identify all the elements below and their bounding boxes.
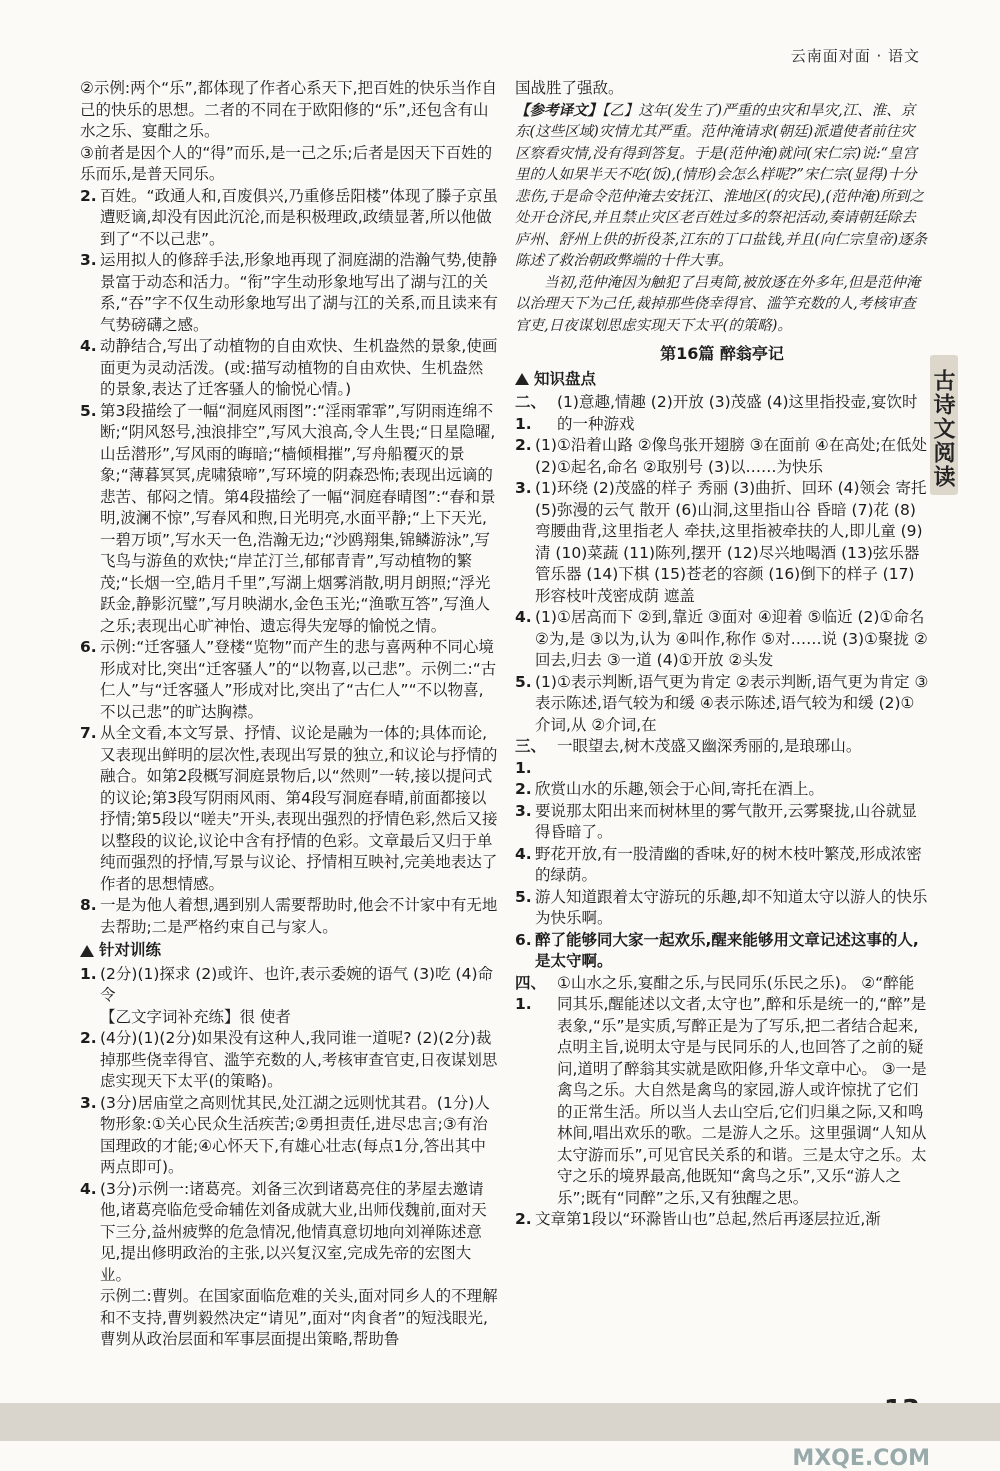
item-text: 第3段描绘了一幅“洞庭风雨图”:“淫雨霏霏”,写阴雨连绵不断;“阴风怒号,浊浪排空”,写风大浪高,令人生畏;“日星隐曜,山岳潜形”,写风雨的晦暗;“樯倾楫摧”,写舟船覆灭的景象;“薄暮冥冥,虎啸猿啼”,写环境的阴森恐怖;表现出远谪的悲苦、郁闷之情。第4段描绘了一幅“洞庭春晴图”:“春和景明,波澜不惊”,写春风和煦,日光明亮,水面平静;“上下天光,一碧万顷”,写水天一色,浩瀚无边;“沙鸥翔集,锦鳞游泳”,写飞鸟与游鱼的欢快;“岸芷汀兰,郁郁青青”,写动植物的繁茂;“长烟一空,皓月千里”,写湖上烟雾消散,明月朗照;“浮光跃金,静影沉璧”,写月映湖水,金色玉光;“渔歌互答”,写渔人之乐;表现出心旷神怡、遗忘得失宠辱的愉悦之情。	[100, 401, 496, 635]
item-text: 示例二:曹刿。在国家面临危难的关头,面对同乡人的不理解和不支持,曹刿毅然决定“请见”,面对“肉食者”的短浅眼光,曹刿从政治层面和军事层面提出策略,帮助鲁	[100, 1287, 498, 1348]
side-tab	[930, 355, 958, 495]
item-number	[80, 1007, 100, 1029]
item-text: ①山水之乐,宴酣之乐,与民同乐(乐民之乐)。 ②“醉能同其乐,醒能述以文者,太守也”,醉和乐是统一的,“醉”是表象,“乐”是实质,写醉正是为了写乐,把二者结合起来,点明主旨,说明太守是与民同乐的人,也回答了之前的疑问,道明了醉翁其实就是欧阳修,升华文章中心。 ③一是禽鸟之乐。大自然是禽鸟的家园,游人或许惊扰了它们的正常生活。所以当人去山空后,它们归巢之际,又和鸣林间,唱出欢乐的歌。二是游人之乐。这里强调“人知从太守游而乐”,可见官民关系的和谐。三是太守之乐。太守之乐的境界最高,他既知“禽鸟之乐”,又乐“游人之乐”;既有“同醉”之乐,又有独醒之思。	[557, 973, 927, 1207]
item-number: 2.	[515, 780, 532, 798]
item-text: 百姓。“政通人和,百废俱兴,乃重修岳阳楼”体现了滕子京虽遭贬谪,却没有因此沉沦,而是积极理政,政绩显著,所以他做到了“不以己悲”。	[100, 186, 498, 248]
knowledge-heading	[515, 369, 929, 391]
item-text: 欣赏山水的乐趣,领会于心间,寄托在酒上。	[535, 780, 824, 798]
watermark: MXQE.COM	[792, 1446, 930, 1471]
item-number: 4.	[515, 844, 532, 863]
item-text: (3分)示例一:诸葛亮。刘备三次到诸葛亮住的茅屋去邀请他,诸葛亮临危受命辅佐刘备成就大业,出师伐魏前,面对天下三分,益州疲弊的危急情况,他情真意切地向刘禅陈述意见,提出修明政治的主张,以兴复汉室,完成先帝的宏图大业。	[100, 1179, 487, 1284]
item-number: 4.	[80, 1179, 97, 1198]
item-number: 二、1.	[515, 393, 547, 433]
item-number: 3.	[515, 479, 532, 497]
list-item	[515, 392, 929, 435]
item-number: 4.	[80, 337, 97, 355]
item-number: 四、1.	[515, 973, 547, 1013]
list-item	[515, 887, 929, 930]
item-number: 2.	[515, 436, 532, 454]
knowledge-heading-label: 知识盘点	[534, 369, 597, 388]
item-text: 示例:“迁客骚人”登楼“览物”而产生的悲与喜两种不同心境形成对比,突出“迁客骚人”的“以物喜,以己悲”。示例二:“古仁人”与“迁客骚人”形成对比,突出了“古仁人”“不以物喜,不以己悲”的旷达胸襟。	[100, 638, 497, 721]
item-text: (4分)(1)(2分)如果没有这种人,我同谁一道呢? (2)(2分)裁掉那些侥幸得官、滥竽充数的人,考核审查官吏,日夜谋划思虑实现天下太平(的策略)。	[100, 1029, 498, 1090]
item-text: 要说那太阳出来而树林里的雾气散开,云雾聚拢,山谷就显得昏暗了。	[535, 801, 917, 841]
list-item	[515, 736, 929, 779]
list-item	[80, 964, 498, 1007]
item-text: 动静结合,写出了动植物的自由欢快、生机盎然的景象,使画面更为灵动活泼。(或:描写动植物的自由欢快、生机盎然的景象,表达了迁客骚人的愉悦心情。)	[100, 337, 498, 398]
item-number: 5.	[515, 887, 532, 906]
list-item	[80, 723, 498, 895]
item-text: 醉了能够同大家一起欢乐,醒来能够用文章记述这事的人,是太守啊。	[535, 930, 919, 970]
list-item	[515, 607, 929, 672]
list-item	[80, 186, 498, 251]
list-item	[80, 1028, 498, 1093]
list-item	[515, 844, 929, 887]
item-text: (1)①沿着山路 ②像鸟张开翅膀 ③在面前 ④在高处;在低处 (2)①起名,命名 ②取别号 (3)以……为快乐	[535, 436, 928, 476]
item-text: 一眼望去,树木茂盛又幽深秀丽的,是琅琊山。	[557, 737, 862, 755]
list-item	[515, 973, 929, 1210]
item-number: 3.	[515, 801, 532, 820]
item-text: (1)环绕 (2)茂盛的样子 秀丽 (3)曲折、回环 (4)领会 寄托 (5)弥漫的云气 散开 (6)山洞,这里指山谷 昏暗 (7)花 (8)弯腰曲背,这里指老人 牵扶,这里指被牵扶的人,即儿童 (9)清 (10)菜蔬 (11)陈列,摆开 (12)尽兴地喝酒 (13)弦乐器 管乐器 (14)下棋 (15)苍老的容颜 (16)倒下的样子 (17)形容枝叶茂密成荫 遮盖	[535, 479, 927, 605]
side-tab-label: 古诗文阅读	[930, 369, 955, 489]
left-column	[80, 78, 498, 1351]
item-text: 从全文看,本文写景、抒情、议论是融为一体的;具体而论,又表现出鲜明的层次性,表现出写景的独立,和议论与抒情的融合。如第2段概写洞庭景物后,以“然则”一转,接以提问式的议论;第3段写阴雨风雨、第4段写洞庭春晴,前面都接以抒情;第5段以“嗟夫”开头,表现出强烈的抒情色彩,然后又接以整段的议论,议论中含有抒情的色彩。文章最后又归于单纯而强烈的抒情,写景与议论、抒情相互映衬,完美地表达了作者的思想情感。	[100, 724, 498, 893]
list-item	[80, 1007, 498, 1029]
list-item	[515, 779, 929, 801]
list-item	[515, 801, 929, 844]
list-item	[80, 895, 498, 938]
item-number	[80, 1286, 100, 1351]
item-number: 6.	[80, 638, 97, 656]
left-paragraph-2: ③前者是因个人的“得”而乐,是一己之乐;后者是因天下百姓的乐而乐,是普天同乐。	[80, 143, 493, 183]
training-heading	[80, 940, 498, 962]
running-header: 云南面对面 · 语文	[790, 47, 920, 65]
item-number: 2.	[80, 186, 97, 205]
list-item	[515, 435, 929, 478]
item-text: 游人知道跟着太守游玩的乐趣,却不知道太守以游人的快乐为快乐啊。	[535, 887, 928, 927]
list-item	[515, 478, 929, 607]
item-text: (1)意趣,情趣 (2)开放 (3)茂盛 (4)这里指投壶,宴饮时的一种游戏	[557, 393, 918, 433]
item-number: 5.	[80, 401, 97, 420]
item-number: 三、1.	[515, 737, 547, 777]
list-item	[80, 1286, 498, 1351]
item-text: 【乙文字词补充练】很 使者	[100, 1007, 291, 1026]
reference-translation	[515, 100, 929, 273]
item-number: 3.	[80, 251, 97, 269]
list-item	[80, 250, 498, 336]
reference-label: 【参考译文】	[515, 101, 602, 119]
article-title: 第16篇 醉翁亭记	[660, 344, 784, 363]
list-item	[80, 336, 498, 401]
training-heading-label: 针对训练	[99, 941, 162, 959]
item-text: (1)①居高而下 ②到,靠近 ③面对 ④迎着 ⑤临近 (2)①命名 ②为,是 ③以为,认为 ④叫作,称作 ⑤对……说 (3)①聚拢 ②回去,归去 ③一道 (4)①开放 ②头发	[535, 608, 928, 669]
item-number: 2.	[515, 1210, 532, 1228]
item-number: 8.	[80, 896, 97, 914]
list-item	[515, 672, 929, 737]
item-text: (3分)居庙堂之高则忧其民,处江湖之远则忧其君。(1分)人物形象:①关心民众生活疾苦;②勇担责任,进尽忠言;③有治国理政的才能;④心怀天下,有雄心壮志(每点1分,答出其中两点即可)。	[100, 1093, 490, 1176]
item-number: 3.	[80, 1093, 97, 1112]
list-item	[80, 1093, 498, 1179]
item-number: 6.	[515, 930, 532, 949]
list-item	[80, 401, 498, 638]
item-number: 4.	[515, 608, 532, 626]
item-text: (2分)(1)探求 (2)或许、也许,表示委婉的语气 (3)吃 (4)命令	[100, 964, 493, 1004]
item-text: 运用拟人的修辞手法,形象地再现了洞庭湖的浩瀚气势,使静景富于动态和活力。“衔”字生动形象地写出了湖与江的关系,“吞”字不仅生动形象地写出了湖与江的关系,而且读来有气势磅礴之感。	[100, 251, 498, 334]
item-text: (1)①表示判断,语气更为肯定 ②表示判断,语气更为肯定 ③表示陈述,语气较为和缓 ④表示陈述,语气较为和缓 (2)①介词,从 ②介词,在	[535, 672, 929, 734]
left-paragraph-1: ②示例:两个“乐”,都体现了作者心系天下,把百姓的快乐当作自己的快乐的思想。二者的不同在于欧阳修的“乐”,还包含有山水之乐、宴酣之乐。	[80, 79, 498, 140]
list-item	[80, 637, 498, 723]
item-number: 5.	[515, 672, 532, 691]
right-paragraph-0: 国战胜了强敌。	[515, 79, 624, 97]
triangle-icon	[80, 945, 94, 957]
header-bar	[570, 20, 1000, 36]
right-column	[515, 78, 929, 1231]
item-number: 1.	[80, 964, 97, 983]
bottom-band	[0, 1403, 1000, 1441]
triangle-icon	[515, 373, 529, 385]
list-item	[515, 930, 929, 973]
list-item	[515, 1209, 929, 1231]
item-text: 一是为他人着想,遇到别人需要帮助时,他会不计家中有无地去帮助;二是严格约束自己与家人。	[100, 896, 498, 936]
item-number: 7.	[80, 724, 97, 742]
item-number: 2.	[80, 1029, 97, 1047]
reference-text: 【乙】这年(发生了)严重的虫灾和旱灾,江、淮、京东(这些区域)灾情尤其严重。范仲淹请求(朝廷)派遣使者前往灾区察看灾情,没有得到答复。于是(范仲淹)就问(宋仁宗)说:“皇宫里的人如果半天不吃(饭),(情形)会怎么样呢?”宋仁宗(显得)十分悲伤,于是命令范仲淹去安抚江、淮地区(的灾民),(范仲淹)所到之处开仓济民,并且禁止灾区老百姓过多的祭祀活动,奏请朝廷除去庐州、舒州上供的折役茶,江东的丁口盐钱,并且(向仁宗皇帝)逐条陈述了救治朝政弊端的十件大事。	[515, 102, 928, 269]
item-text: 野花开放,有一股清幽的香味,好的树木枝叶繁茂,形成浓密的绿荫。	[535, 844, 922, 884]
item-text: 文章第1段以“环滁皆山也”总起,然后再逐层拉近,渐	[535, 1210, 881, 1228]
list-item	[80, 1179, 498, 1287]
reference-text-2: 当初,范仲淹因为触犯了吕夷简,被放逐在外多年,但是范仲淹以治理天下为己任,裁掉那些侥幸得官、滥竽充数的人,考核审查官吏,日夜谋划思虑实现天下太平(的策略)。	[515, 274, 921, 334]
